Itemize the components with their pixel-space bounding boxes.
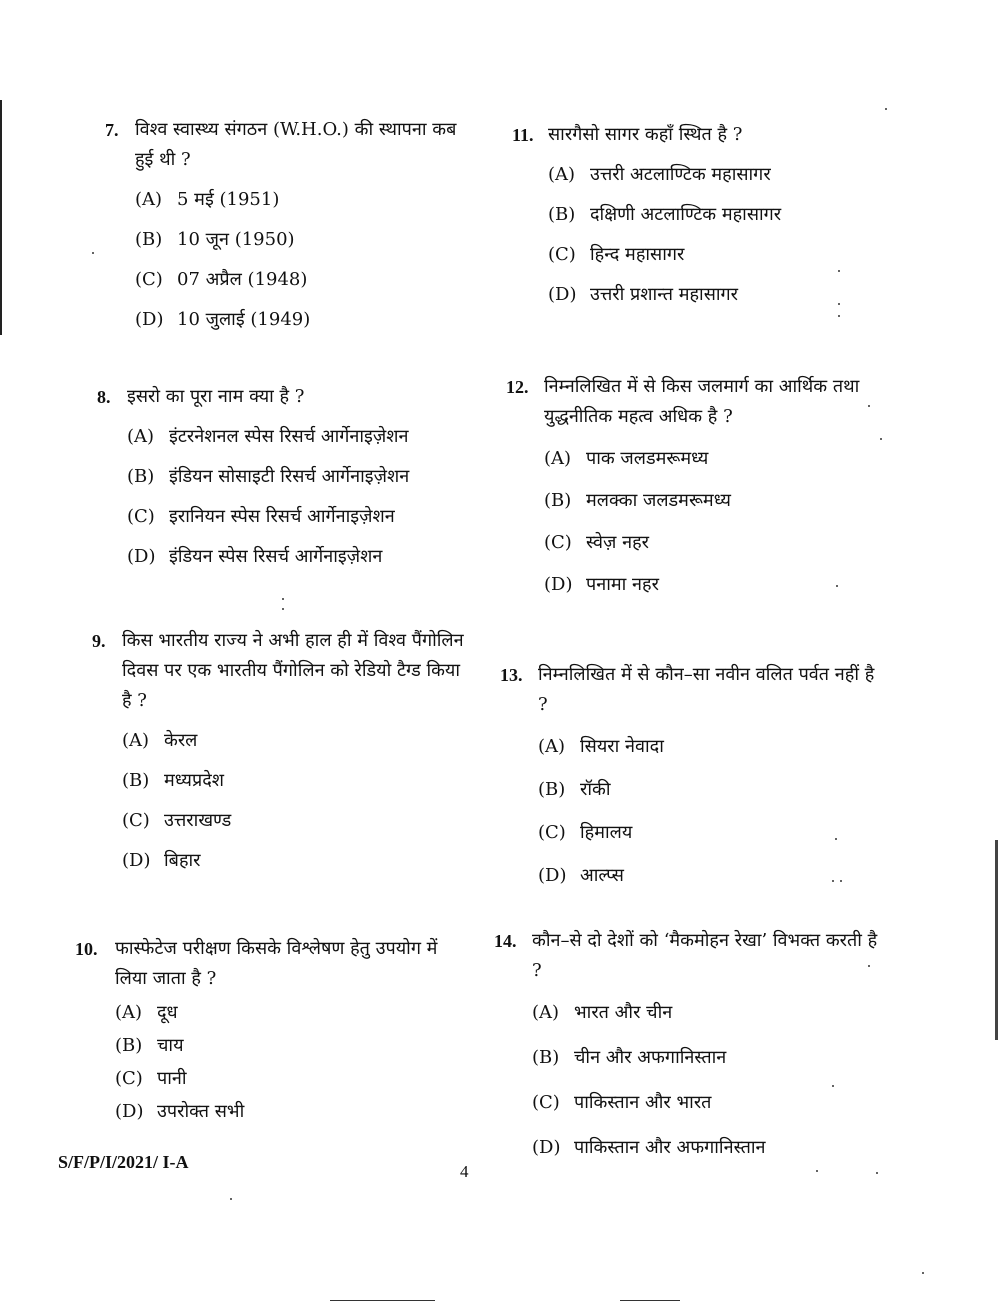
- option-d[interactable]: (D) पनामा नहर: [544, 574, 659, 595]
- option-b[interactable]: (B) चीन और अफगानिस्तान: [532, 1047, 727, 1068]
- question-text: फास्फेटेज परीक्षण किसके विश्लेषण हेतु उपयोग में लिया जाता है ?: [115, 938, 438, 989]
- scan-speck: [885, 108, 887, 110]
- options-list: [127, 422, 472, 582]
- question-10: [75, 934, 465, 1130]
- question-number: 11.: [512, 125, 534, 145]
- scan-speck: [835, 838, 837, 840]
- option-b[interactable]: (B) दक्षिणी अटलाण्टिक महासागर: [548, 204, 782, 225]
- options-list: [135, 185, 480, 345]
- option-b[interactable]: (B) चाय: [115, 1035, 184, 1056]
- option-d[interactable]: (D) आल्प्स: [538, 865, 624, 886]
- question-text: निम्नलिखित में से कौन–सा नवीन वलित पर्वत नहीं है ?: [538, 664, 875, 715]
- scan-speck: [838, 303, 840, 305]
- question-8: [97, 382, 472, 582]
- option-a[interactable]: (A) उत्तरी अटलाण्टिक महासागर: [548, 164, 771, 185]
- option-d[interactable]: (D) उत्तरी प्रशान्त महासागर: [548, 284, 739, 305]
- scan-speck: [832, 880, 834, 882]
- scan-speck: [840, 880, 842, 882]
- options-list: [544, 444, 894, 612]
- question-number: 8.: [97, 387, 111, 407]
- option-a[interactable]: (A) सियरा नेवादा: [538, 736, 664, 757]
- left-binding-line: [0, 100, 2, 335]
- options-list: [115, 998, 465, 1130]
- scan-speck: [838, 270, 840, 272]
- question-number: 12.: [506, 377, 529, 397]
- options-list: [122, 726, 472, 886]
- scan-speck: [816, 1170, 818, 1172]
- option-d[interactable]: (D) 10 जुलाई (1949): [135, 309, 311, 330]
- option-b[interactable]: (B) मलक्का जलडमरूमध्य: [544, 490, 731, 511]
- option-a[interactable]: (A) केरल: [122, 730, 198, 751]
- option-c[interactable]: (C) हिमालय: [538, 822, 633, 843]
- question-12: [506, 372, 894, 612]
- question-number: 9.: [92, 631, 106, 651]
- scan-speck: [880, 438, 882, 440]
- option-c[interactable]: (C) 07 अप्रैल (1948): [135, 269, 308, 290]
- question-number: 10.: [75, 939, 98, 959]
- option-a[interactable]: (A) इंटरनेशनल स्पेस रिसर्च आर्गेनाइज़ेशन: [127, 426, 409, 447]
- scan-rule: [330, 1300, 435, 1301]
- question-14: [494, 926, 882, 1178]
- question-7: [105, 115, 480, 345]
- option-d[interactable]: (D) उपरोक्त सभी: [115, 1101, 245, 1122]
- scan-speck: [922, 1272, 924, 1274]
- option-a[interactable]: (A) पाक जलडमरूमध्य: [544, 448, 709, 469]
- scan-speck: [838, 315, 840, 317]
- option-b[interactable]: (B) इंडियन सोसाइटी रिसर्च आर्गेनाइज़ेशन: [127, 466, 410, 487]
- question-text: इसरो का पूरा नाम क्या है ?: [127, 386, 305, 407]
- options-list: [538, 732, 883, 904]
- option-c[interactable]: (C) उत्तराखण्ड: [122, 810, 232, 831]
- option-b[interactable]: (B) रॉकी: [538, 779, 611, 800]
- option-c[interactable]: (C) पानी: [115, 1068, 187, 1089]
- scan-speck: [836, 585, 838, 587]
- option-b[interactable]: (B) मध्यप्रदेश: [122, 770, 225, 791]
- scan-speck: [282, 598, 284, 600]
- question-9: [92, 626, 472, 886]
- option-a[interactable]: (A) 5 मई (1951): [135, 189, 280, 210]
- question-text: निम्नलिखित में से किस जलमार्ग का आर्थिक तथा युद्धनीतिक महत्व अधिक है ?: [544, 376, 860, 427]
- question-number: 14.: [494, 931, 517, 951]
- scan-speck: [92, 252, 94, 254]
- scan-speck: [282, 608, 284, 610]
- question-13: [500, 660, 883, 904]
- option-c[interactable]: (C) हिन्द महासागर: [548, 244, 685, 265]
- option-c[interactable]: (C) इरानियन स्पेस रिसर्च आर्गेनाइज़ेशन: [127, 506, 395, 527]
- option-b[interactable]: (B) 10 जून (1950): [135, 229, 295, 250]
- question-number: 13.: [500, 665, 523, 685]
- paper-code: S/F/P/I/2021/ I-A: [58, 1152, 189, 1172]
- option-a[interactable]: (A) भारत और चीन: [532, 1002, 673, 1023]
- option-d[interactable]: (D) पाकिस्तान और अफगानिस्तान: [532, 1137, 766, 1158]
- option-c[interactable]: (C) पाकिस्तान और भारत: [532, 1092, 712, 1113]
- question-11: [512, 120, 893, 320]
- question-text: किस भारतीय राज्य ने अभी हाल ही में विश्व पैंगोलिन दिवस पर एक भारतीय पैंगोलिन को रेडियो टैग्ड किया है ?: [122, 630, 464, 711]
- options-list: [532, 998, 882, 1178]
- question-text: सारगैसो सागर कहाँ स्थित है ?: [548, 124, 743, 145]
- scan-rule: [620, 1300, 680, 1301]
- option-d[interactable]: (D) बिहार: [122, 850, 201, 871]
- option-d[interactable]: (D) इंडियन स्पेस रिसर्च आर्गेनाइज़ेशन: [127, 546, 383, 567]
- option-c[interactable]: (C) स्वेज़ नहर: [544, 532, 649, 553]
- question-text: विश्व स्वास्थ्य संगठन (W.H.O.) की स्थापना कब हुई थी ?: [135, 119, 457, 170]
- scan-speck: [832, 1085, 834, 1087]
- page-number: 4: [460, 1162, 469, 1181]
- options-list: [548, 160, 893, 320]
- question-text: कौन–से दो देशों को ‘मैकमोहन रेखा’ विभक्त करती है ?: [532, 930, 878, 981]
- scan-speck: [230, 1198, 232, 1200]
- scan-speck: [876, 1172, 878, 1174]
- scan-speck: [868, 965, 870, 967]
- question-number: 7.: [105, 120, 119, 140]
- option-a[interactable]: (A) दूध: [115, 1002, 178, 1023]
- scan-speck: [868, 405, 870, 407]
